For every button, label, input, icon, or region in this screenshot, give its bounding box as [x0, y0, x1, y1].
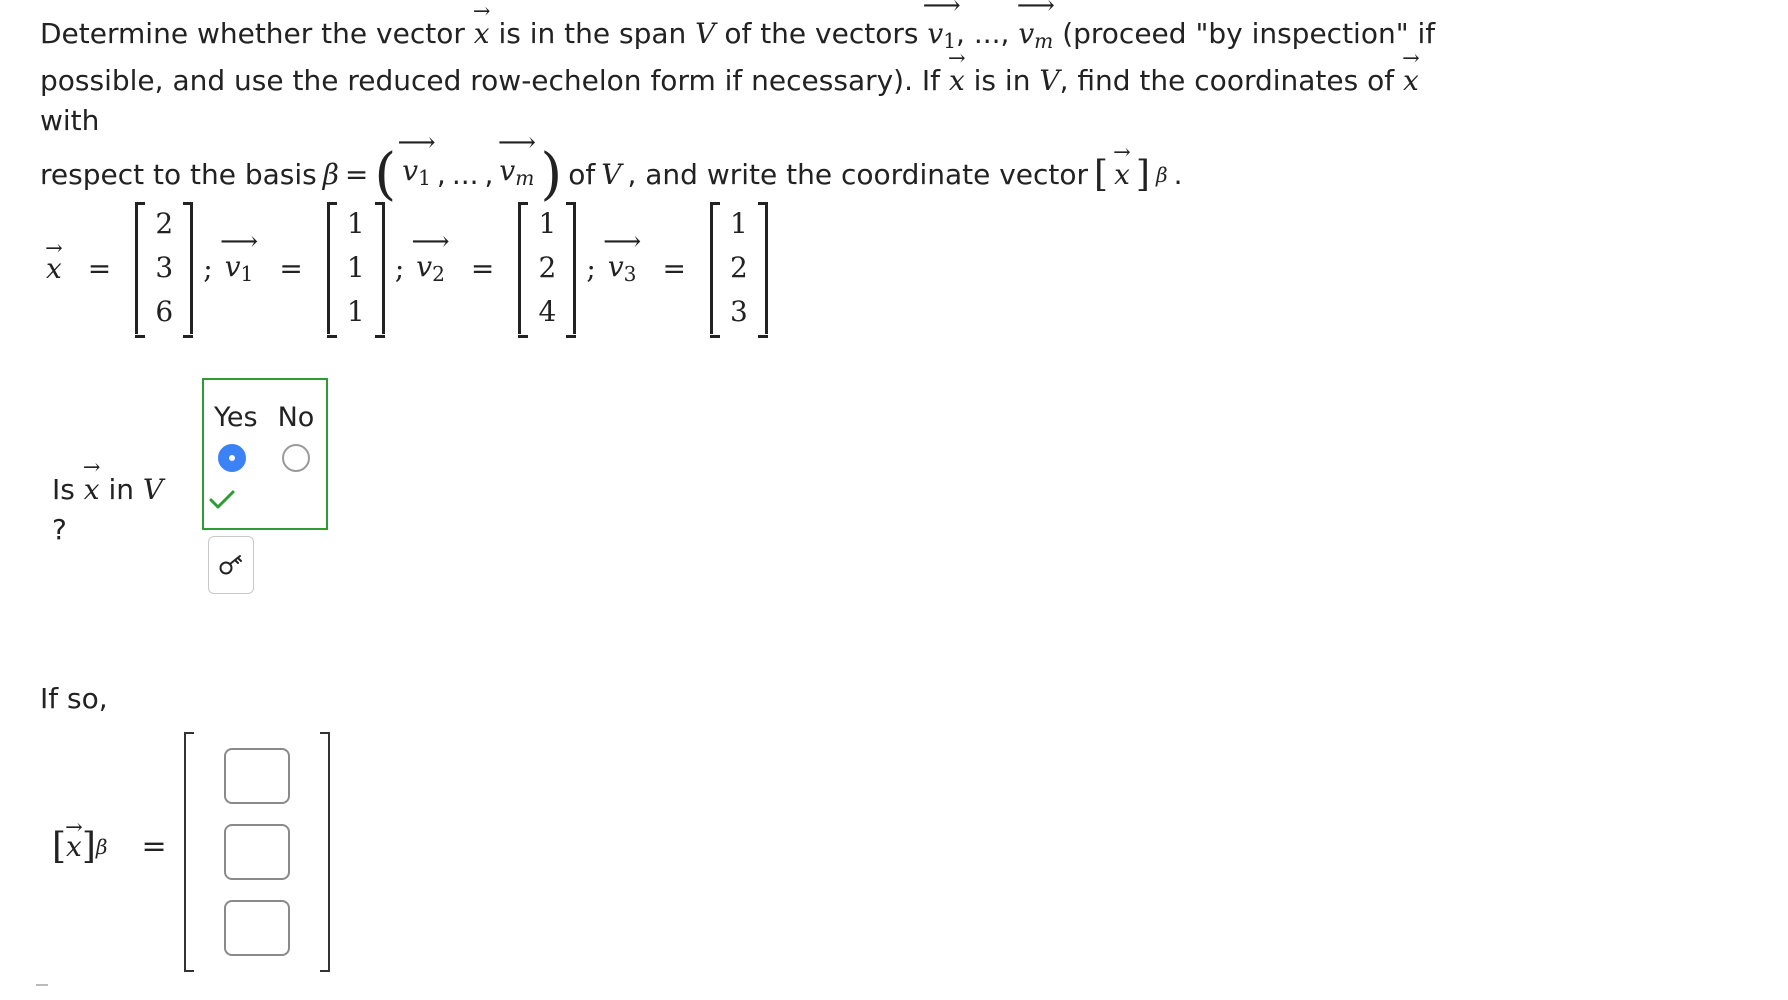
- divider: [36, 984, 48, 986]
- vm-symbol: ⟶ vm: [1018, 14, 1053, 61]
- v1-matrix: [327, 202, 385, 334]
- v2-label: ⟶ $v_2$: [410, 250, 451, 286]
- v1-entry: 1: [346, 295, 365, 328]
- choice-headers: [214, 402, 314, 433]
- yes-radio[interactable]: [218, 444, 246, 472]
- problem-line-3: respect to the basis β = ( ⟶ $v_1$ , ... , ⟶ vm ) of V , and write the coordinate vector [ → x ] β .: [40, 151, 1480, 198]
- x-vector-symbol: → x: [474, 14, 490, 54]
- answer-choice-group: [202, 378, 328, 530]
- x-entry: 2: [155, 207, 174, 240]
- key-icon[interactable]: [208, 536, 254, 594]
- v3-entry: 1: [730, 207, 748, 240]
- v1-symbol: ⟶ $v_1$: [927, 14, 956, 61]
- coordinate-input-1[interactable]: [224, 748, 290, 804]
- span-symbol: V: [695, 17, 716, 50]
- if-so-label: If so,: [40, 682, 108, 715]
- v3-entry: 3: [730, 295, 748, 328]
- v1-entry: 1: [346, 251, 365, 284]
- v1-label: ⟶ $v_1$: [219, 250, 260, 286]
- no-option-label: No: [277, 402, 315, 433]
- x-matrix: [135, 202, 193, 334]
- basis-close-paren: ): [540, 141, 563, 207]
- coordinate-matrix: [184, 734, 330, 970]
- problem-line-2: possible, and use the reduced row-echelon form if necessary). If → x is in V, find the coordinates of → x with: [40, 61, 1480, 141]
- coordinate-vector-label: [ → x ] β =: [52, 826, 167, 867]
- v3-entry: 2: [730, 251, 748, 284]
- basis-open-paren: (: [374, 141, 397, 207]
- v2-matrix: [518, 202, 576, 334]
- v3-matrix: [710, 202, 768, 334]
- problem-line-1: Determine whether the vector → x is in the span V of the vectors ⟶ $v_1$, ..., ⟶ vm (proceed "by inspection" if: [40, 14, 1480, 61]
- v3-label: ⟶ $v_3$: [602, 250, 643, 286]
- in-span-question: Is → x in V ?: [52, 470, 192, 550]
- x-entry: 3: [155, 251, 174, 284]
- v1-entry: 1: [346, 207, 365, 240]
- v2-entry: 2: [538, 251, 557, 284]
- problem-statement: [40, 14, 1480, 207]
- key-icon-glyph: [218, 554, 244, 576]
- correct-check-icon: [208, 488, 236, 512]
- coordinate-input-3[interactable]: [224, 900, 290, 956]
- v2-entry: 4: [538, 295, 557, 328]
- x-label: → x: [40, 252, 68, 285]
- yes-option-label: Yes: [214, 402, 258, 433]
- given-vectors: → x = 2 3 6 ; ⟶ $v_1$ = 1 1 1 ; ⟶ $v_2$ = 1 2 4 ; ⟶ $v_3$ = 1 2 3: [40, 198, 772, 338]
- x-entry: 6: [155, 295, 174, 328]
- coordinate-input-2[interactable]: [224, 824, 290, 880]
- no-radio[interactable]: [282, 444, 310, 472]
- beta-symbol: β: [322, 157, 339, 191]
- v2-entry: 1: [538, 207, 557, 240]
- x-vector-symbol: → x: [949, 61, 965, 101]
